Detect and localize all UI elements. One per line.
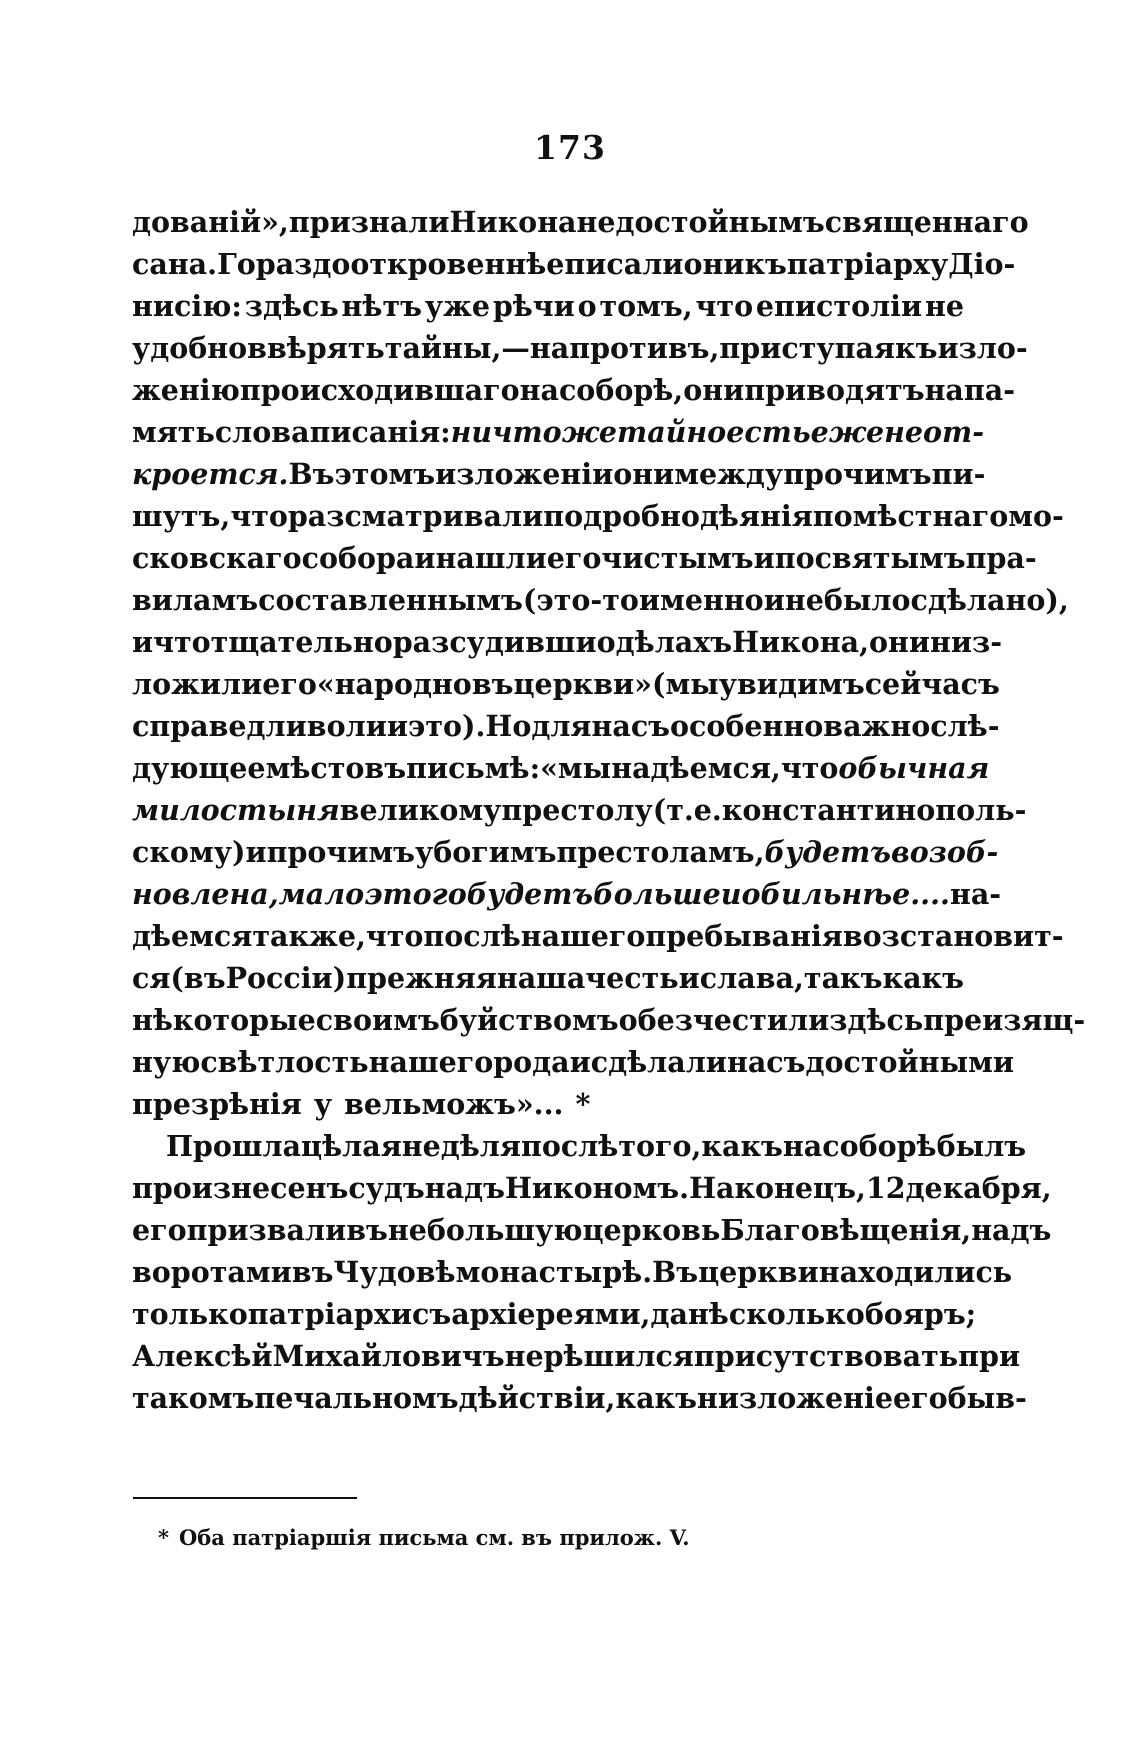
italic-word: новлена, (132, 877, 279, 911)
text-line (132, 1209, 1052, 1251)
word: не (784, 583, 824, 617)
word: ложили (132, 667, 263, 701)
word: шутъ, (132, 499, 231, 533)
word: дѣянія (699, 499, 813, 533)
paragraph-start-line (132, 1125, 1027, 1167)
text-line (132, 663, 1000, 705)
word: о (577, 289, 597, 323)
word: архіереями, (451, 1297, 651, 1331)
word: презрѣнія (132, 1087, 302, 1121)
italic-word: от- (923, 415, 985, 449)
word: недостойнымъ (576, 205, 825, 239)
word: мѣсто (265, 751, 365, 785)
word: это). (407, 709, 486, 743)
italic-word: милостыня (132, 793, 340, 827)
word: признали (288, 205, 450, 239)
text-line (132, 1167, 1052, 1209)
word: мять (132, 415, 215, 449)
word: (мы (651, 667, 719, 701)
word: своимъ (315, 1003, 440, 1037)
word: соборѣ (822, 1129, 937, 1163)
word: на (782, 1129, 823, 1163)
word: того, (618, 1129, 702, 1163)
word: Гораздо (217, 247, 351, 281)
word: Наконецъ, (689, 1171, 866, 1205)
word: воротами (132, 1255, 292, 1289)
word: откровеннѣе (350, 247, 565, 281)
word: разсудивши (392, 625, 597, 659)
word: его (546, 541, 602, 575)
word: Діо- (948, 247, 1016, 281)
word: призвали (186, 1213, 347, 1247)
word: нисію: (132, 289, 242, 323)
word: епистоліи (755, 289, 923, 323)
word: патріархи (247, 1297, 412, 1331)
italic-word: не (884, 415, 924, 449)
word: мо- (1008, 499, 1064, 533)
text-line (132, 1251, 1013, 1293)
italic-word: есть (726, 415, 811, 449)
text-line (132, 915, 1064, 957)
word: «народно (316, 667, 472, 701)
word: какъ (615, 1381, 697, 1415)
footnote-divider (133, 1497, 357, 1499)
word: томъ, (599, 289, 693, 323)
word: церкви» (513, 667, 652, 701)
word: соборѣ, (558, 373, 684, 407)
word: изло- (937, 331, 1028, 365)
word: къ (895, 331, 938, 365)
word: скому) (132, 835, 246, 869)
word: писали (564, 247, 684, 281)
word: былъ (936, 1129, 1027, 1163)
page-number: 173 (534, 128, 606, 167)
word: возстановит- (842, 919, 1064, 953)
word: какъ (701, 1129, 783, 1163)
word: особенно (670, 709, 824, 743)
text-line (132, 1377, 1027, 1419)
word: насъ (591, 709, 671, 743)
word: они (613, 457, 675, 491)
word: насъ (726, 1045, 806, 1079)
text-line (132, 327, 1028, 369)
text-line (132, 537, 1037, 579)
word: надѣемся, (611, 751, 781, 785)
footnote-mark: * (158, 1525, 169, 1550)
word: дующее (132, 751, 266, 785)
word: ввѣрять (247, 331, 385, 365)
word: наша (496, 961, 586, 995)
word: здѣсь (244, 289, 339, 323)
text-line (132, 747, 990, 789)
word: въ (364, 751, 407, 785)
italic-word: будетъ (764, 835, 891, 869)
word: слава, (699, 961, 804, 995)
text-line (132, 1293, 977, 1335)
word: на (519, 373, 559, 407)
word: 12 (865, 1171, 906, 1205)
word: подробно (543, 499, 700, 533)
word: чистымъ (601, 541, 754, 575)
word: что (365, 919, 424, 953)
word: увидимъ (718, 667, 865, 701)
word: нѣтъ (341, 289, 422, 323)
word: они (683, 373, 745, 407)
body-text (132, 201, 1086, 1419)
word: бояръ; (864, 1297, 977, 1331)
word: да (650, 1297, 688, 1331)
word: печальномъ (254, 1381, 459, 1415)
word: дѣйствіи, (458, 1381, 616, 1415)
word: на- (949, 877, 1002, 911)
word: (въ (170, 961, 226, 995)
word: престолу (501, 793, 653, 827)
word: и (753, 541, 775, 575)
word: нѣкоторые (132, 1003, 316, 1037)
word: этомъ (334, 457, 436, 491)
word: что (153, 625, 211, 659)
text-line (132, 873, 1002, 915)
word: достойными (805, 1045, 1014, 1079)
word: сдѣлали (590, 1045, 727, 1079)
word: сана. (132, 247, 218, 281)
word: рѣшился (543, 1339, 694, 1373)
word: письмѣ: (406, 751, 541, 785)
word: виламъ (132, 583, 259, 617)
word: цѣлая (301, 1129, 402, 1163)
word: * (575, 1087, 591, 1121)
word: только (132, 1297, 248, 1331)
word: вельможъ»... (344, 1087, 564, 1121)
word: прочимъ (266, 835, 415, 869)
word: Никона (449, 205, 577, 239)
word: у (313, 1087, 333, 1121)
word: напротивъ, (529, 331, 720, 365)
word: Въ (652, 1255, 699, 1289)
word: е. (693, 793, 722, 827)
word: въ (291, 1255, 334, 1289)
word: что (695, 289, 754, 323)
word: — (501, 331, 530, 365)
word: и (132, 625, 154, 659)
word: сдѣлано), (910, 583, 1069, 617)
word: не (504, 1339, 544, 1373)
word: Прошла (166, 1129, 302, 1163)
word: святымъ (814, 541, 966, 575)
word: ся (132, 961, 171, 995)
word: его (893, 1381, 948, 1415)
word: между (674, 457, 784, 491)
text-line (132, 789, 1027, 831)
word: писанія: (309, 415, 451, 449)
text-line (132, 831, 999, 873)
text-line (132, 411, 985, 453)
text-line (132, 1041, 1014, 1083)
text-line (132, 453, 986, 495)
word: «мы (540, 751, 612, 785)
italic-word: больше (593, 877, 721, 911)
word: произнесенъ (132, 1171, 349, 1205)
word: ную (132, 1045, 201, 1079)
word: слова (214, 415, 310, 449)
text-line (132, 201, 1029, 243)
word: буйствомъ (439, 1003, 619, 1037)
word: дованій», (132, 205, 289, 239)
word: церковь (582, 1213, 721, 1247)
word: къ (744, 247, 787, 281)
italic-word: обильнѣе.... (741, 877, 950, 911)
word: Чудовѣ (333, 1255, 456, 1289)
footnote-text: Оба патріаршія письма см. въ прилож. V. (178, 1525, 690, 1550)
word: уже (424, 289, 490, 323)
italic-word: обычная (838, 751, 990, 785)
word: рѣчи (492, 289, 575, 323)
word: его (132, 1213, 187, 1247)
italic-word: тайно (617, 415, 727, 449)
word: небольшую (387, 1213, 583, 1247)
word: какъ (882, 961, 964, 995)
word: пра- (965, 541, 1037, 575)
italic-word: этого (364, 877, 467, 911)
word: дѣемся (132, 919, 253, 953)
word: изложеніи (435, 457, 614, 491)
word: о (596, 625, 616, 659)
word: сейчасъ (864, 667, 1000, 701)
word: быв- (947, 1381, 1027, 1415)
word: его (262, 667, 317, 701)
word: не (924, 289, 964, 323)
word: церкви (698, 1255, 819, 1289)
word: декабря, (905, 1171, 1052, 1205)
word: и (763, 583, 785, 617)
word: Россіи) (225, 961, 347, 995)
word: (т. (652, 793, 694, 827)
italic-word: еже (810, 415, 885, 449)
word: нашего (368, 1045, 494, 1079)
word: тайны, (384, 331, 502, 365)
text-line (132, 243, 1016, 285)
word: они (683, 247, 745, 281)
word: престоламъ, (556, 835, 765, 869)
word: (это-то (522, 583, 639, 617)
word: и (414, 541, 436, 575)
word: Никона, (732, 625, 870, 659)
word: нашли (435, 541, 547, 575)
word: нѣсколько (687, 1297, 865, 1331)
word: Алексѣй (132, 1339, 273, 1373)
word: приступая (719, 331, 895, 365)
word: сковскаго (132, 541, 302, 575)
word: свѣтлость (200, 1045, 369, 1079)
word: справедливо (132, 709, 346, 743)
word: надъ (971, 1213, 1052, 1247)
word: и (678, 961, 700, 995)
word: священнаго (824, 205, 1029, 239)
word: Но (485, 709, 532, 743)
word: па- (963, 373, 1016, 407)
word: важно (823, 709, 931, 743)
text-line (132, 1083, 964, 1125)
word: Никономъ. (504, 1171, 690, 1205)
italic-word: кроется. (132, 457, 289, 491)
word: здѣсь (829, 1003, 924, 1037)
word: монастырѣ. (455, 1255, 653, 1289)
word: честь (585, 961, 679, 995)
word: собора (301, 541, 415, 575)
word: пребыванія (645, 919, 843, 953)
word: великому (339, 793, 502, 827)
word: Благовѣщенія, (720, 1213, 972, 1247)
word: нашего (520, 919, 646, 953)
italic-word: и (720, 877, 742, 911)
word: убогимъ (415, 835, 557, 869)
word: дѣлахъ (615, 625, 733, 659)
word: и (386, 709, 408, 743)
word: константинополь- (721, 793, 1027, 827)
word: прочимъ (783, 457, 932, 491)
text-line (132, 369, 1016, 411)
italic-word: ничтоже (450, 415, 618, 449)
word: Въ (288, 457, 335, 491)
italic-word: мало (278, 877, 365, 911)
word: послѣ (520, 1129, 619, 1163)
word: слѣ- (930, 709, 1000, 743)
word: такомъ (132, 1381, 255, 1415)
word: патріарху (786, 247, 949, 281)
word: для (531, 709, 592, 743)
word: съ (411, 1297, 452, 1331)
word: въ (346, 1213, 388, 1247)
word: удобно (132, 331, 248, 365)
word: женію (132, 373, 240, 407)
word: въ (471, 667, 514, 701)
word: и (245, 835, 267, 869)
word: низ- (930, 625, 1003, 659)
italic-word: возоб- (891, 835, 999, 869)
word: недѣля (401, 1129, 521, 1163)
word: помѣстнаго (812, 499, 1009, 533)
word: рода (493, 1045, 570, 1079)
word: что (230, 499, 288, 533)
word: по (774, 541, 815, 575)
word: они (869, 625, 931, 659)
word: составленнымъ (258, 583, 523, 617)
text-line (132, 1335, 1021, 1377)
word: также, (252, 919, 366, 953)
word: было (823, 583, 911, 617)
word: именно (638, 583, 764, 617)
word: пи- (931, 457, 986, 491)
word: низложеніе (696, 1381, 894, 1415)
word: при (958, 1339, 1021, 1373)
word: разсматривали (287, 499, 544, 533)
word: прежняя (346, 961, 497, 995)
word: судъ (348, 1171, 425, 1205)
footnote (158, 1525, 690, 1550)
text-line (132, 621, 1003, 663)
text-line (132, 957, 964, 999)
word: что (780, 751, 839, 785)
text-line (132, 579, 1069, 621)
word: тщательно (210, 625, 393, 659)
word: на (924, 373, 964, 407)
word: и (569, 1045, 591, 1079)
word: Михайловичъ (272, 1339, 505, 1373)
text-line (132, 705, 1000, 747)
word: приводятъ (744, 373, 925, 407)
word: ли (345, 709, 387, 743)
text-line (132, 285, 964, 327)
word: обезчестили (618, 1003, 830, 1037)
word: надъ (424, 1171, 505, 1205)
text-line (132, 999, 1086, 1041)
word: преизящ- (923, 1003, 1086, 1037)
word: такъ (803, 961, 883, 995)
word: послѣ (423, 919, 521, 953)
word: происходившаго (239, 373, 520, 407)
text-line (132, 495, 1064, 537)
word: присутствовать (693, 1339, 959, 1373)
word: находились (818, 1255, 1013, 1289)
italic-word: будетъ (466, 877, 594, 911)
